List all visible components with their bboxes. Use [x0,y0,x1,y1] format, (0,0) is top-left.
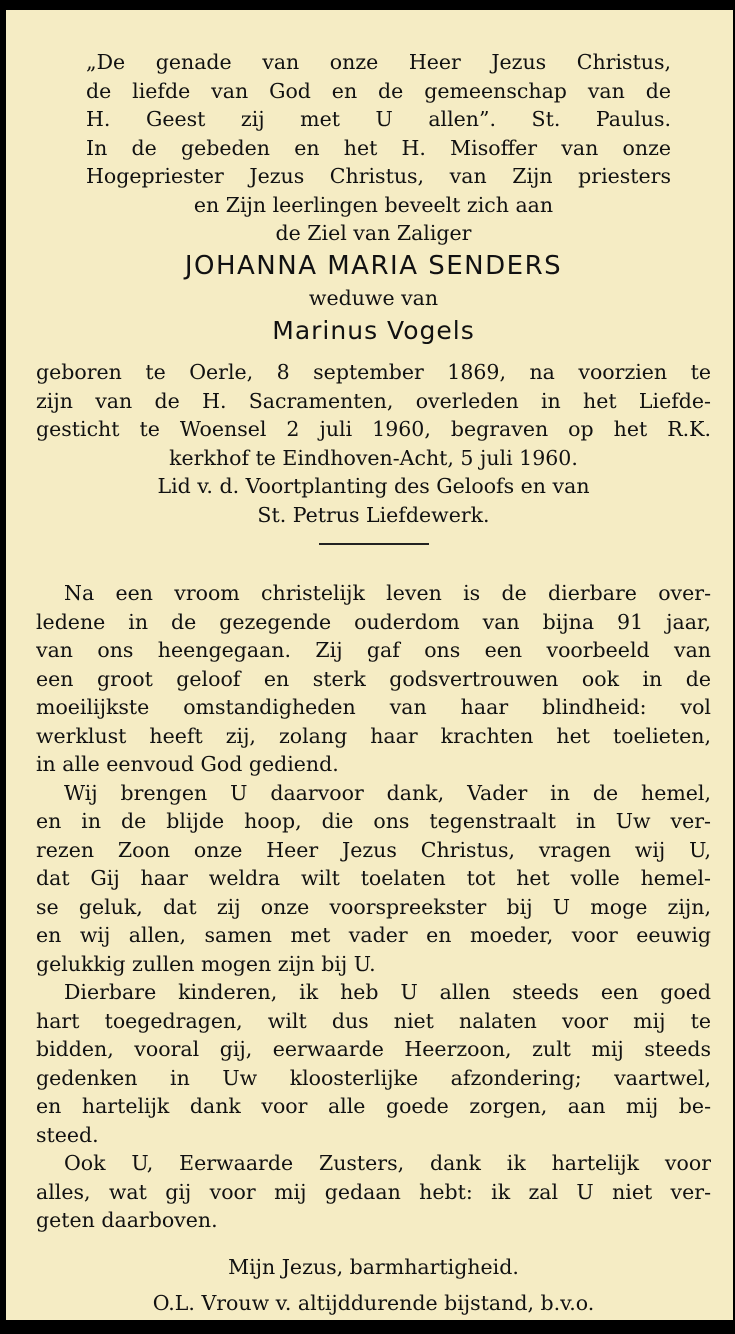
deceased-name: JOHANNA MARIA SENDERS [184,250,563,281]
opening-verse [36,48,711,248]
verse-line: H. Geest zij met U allen”. St. Paulus. [86,107,671,131]
bio-line: St. Petrus Liefdewerk. [257,502,490,527]
closing-prayer: Mijn Jezus, barmhartigheid. [228,1254,519,1279]
verse-line: de liefde van God en de gemeenschap van de [86,78,671,103]
bio-line: kerkhof te Eindhoven-Acht, 5 juli 1960. [169,445,578,470]
body-line: bidden, vooral gij, eerwaarde Heerzoon, zult mij steeds [36,1037,711,1061]
closing-prayer: O.L. Vrouw v. altijddurende bijstand, b.v.o. [152,1290,595,1315]
body-line: een groot geloof en sterk godsvertrouwen ook in de [36,666,711,691]
body-line: geten daarboven. [36,1208,218,1232]
body-line: werklust heeft zij, zolang haar krachten het toelieten, [36,723,711,748]
body-line: en in de blijde hoop, die ons tegenstraalt in Uw ver- [36,809,711,833]
body-line: Na een vroom christelijk leven is de dierbare over- [64,581,711,605]
closing [36,1249,711,1321]
body-line: ledene in de gezegende ouderdom van bijna 91 jaar, [36,609,711,634]
body-line: alles, wat gij voor mij gedaan hebt: ik zal U niet ver- [36,1179,711,1204]
body-line: Wij brengen U daarvoor dank, Vader in de hemel, [64,780,711,805]
verse-line: „De genade van onze Heer Jezus Christus, [86,50,671,74]
spouse-name: Marinus Vogels [272,316,475,345]
body-line: moeilijkste omstandigheden van haar blindheid: vol [36,695,711,719]
verse-line: Hogepriester Jezus Christus, van Zijn priesters [86,164,671,188]
body-line: en hartelijk dank voor alle goede zorgen, aan mij be- [36,1094,711,1118]
body-line: rezen Zoon onze Heer Jezus Christus, vragen wij U, [36,837,711,862]
body-line: van ons heengegaan. Zij gaf ons een voorbeeld van [36,638,711,662]
body-line: gedenken in Uw kloosterlijke afzondering; vaartwel, [36,1065,711,1090]
body-line: en wij allen, samen met vader en moeder, voor eeuwig [36,923,711,947]
memorial-card [6,10,733,1320]
body-line: in alle eenvoud God gediend. [36,752,339,776]
bio-line: Lid v. d. Voortplanting des Geloofs en van [157,474,590,498]
body-line: Ook U, Eerwaarde Zusters, dank ik hartelijk voor [64,1151,711,1175]
divider-rule [319,543,429,545]
bio-line: zijn van de H. Sacramenten, overleden in het Liefde- [36,388,711,413]
body-line: se geluk, dat zij onze voorspreekster bij U moge zijn, [36,894,711,919]
bio-line: geboren te Oerle, 8 september 1869, na voorzien te [36,360,711,384]
body-line: Dierbare kinderen, ik heb U allen steeds een goed [64,980,711,1004]
verse-line: en Zijn leerlingen beveelt zich aan [193,192,554,217]
body-line: gelukkig zullen mogen zijn bij U. [36,951,376,976]
verse-line: In de gebeden en het H. Misoffer van onze [86,135,671,160]
body-line: dat Gij haar weldra wilt toelaten tot het volle hemel- [36,866,711,890]
bio-line: gesticht te Woensel 2 juli 1960, begraven op het R.K. [36,417,711,441]
verse-line: de Ziel van Zaliger [275,221,472,245]
body-line: hart toegedragen, wilt dus niet nalaten voor mij te [36,1008,711,1033]
widow-of-label: weduwe van [308,285,439,310]
biography [36,358,711,529]
body-line: steed. [36,1122,99,1147]
body-text [36,579,711,1235]
